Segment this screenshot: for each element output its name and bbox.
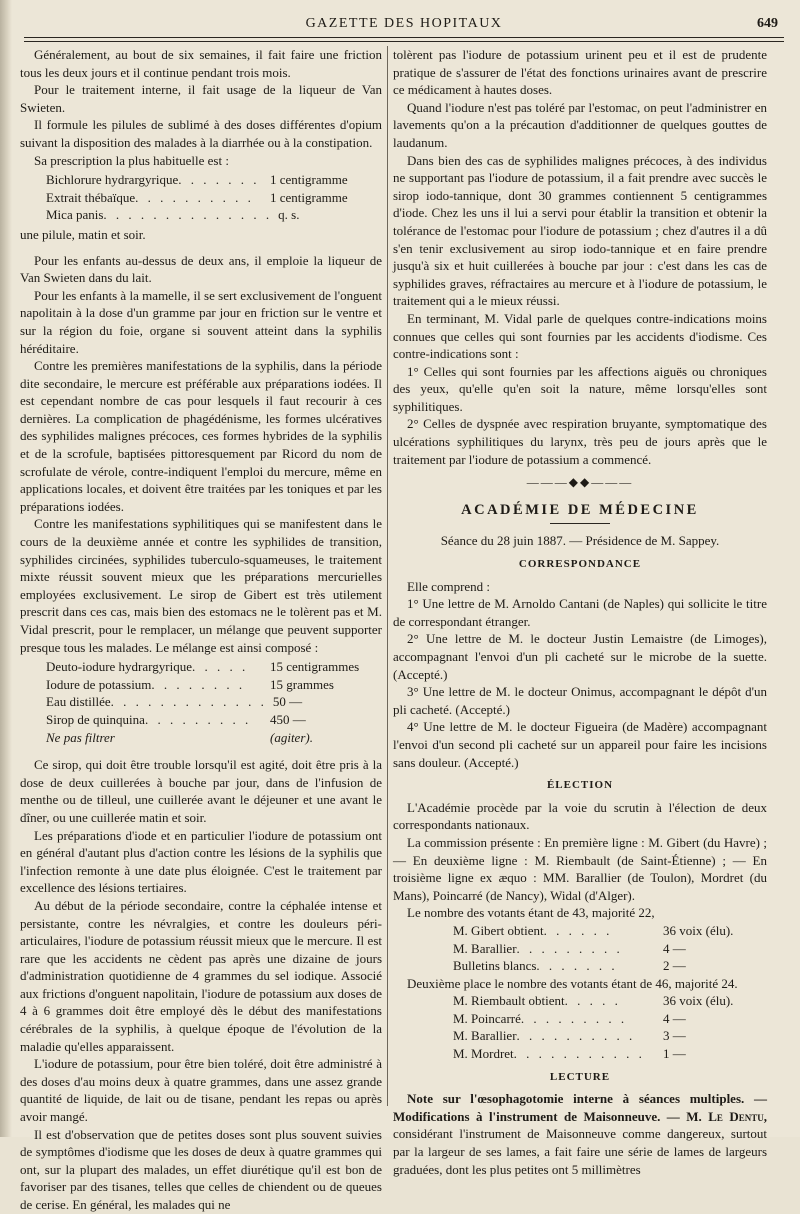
- formula-note: Ne pas filtrer: [46, 729, 115, 745]
- formula-row: [46, 676, 382, 694]
- lecture-text: considérant l'instrument de Maisonneuve comme dangereux, surtout par la largeur de ses lames, a fait faire une série de lames de largeurs graduées, dont les plus petites ont 5 millimètres: [393, 1126, 767, 1177]
- candidate: M. Mordret: [453, 1046, 514, 1062]
- prescription-formula: [46, 658, 382, 746]
- section-ornament: ———◆◆———: [526, 475, 634, 490]
- vote-row: [453, 1027, 767, 1045]
- journal-title: GAZETTE DES HOPITAUX: [305, 16, 503, 31]
- leader-dots: . . . . . . .: [178, 172, 260, 188]
- page-number: 649: [757, 16, 778, 31]
- vote-row: [453, 922, 767, 940]
- paragraph: L'iodure de potassium, pour être bien toléré, doit être administré à des doses d'au moins deux à quatre grammes, dans une assez grande quantité de liquide, de lait ou de tisane, pendant les repas ou après avoir mangé.: [20, 1056, 382, 1125]
- dose: 1 centigramme: [270, 189, 348, 205]
- candidate: M. Barallier: [453, 940, 517, 956]
- dose: 15 centigrammes: [270, 659, 360, 675]
- paragraph: La commission présente : En première ligne : M. Gibert (du Havre) ; — En deuxième ligne : M. Riembault (de Saint-Étienne) ; — En troisième ligne ex æquo : MM. Barallier (de Toulon), Mordret (du Mans), Poincarré (de Nancy), Widal (d'Alger).: [393, 834, 767, 903]
- vote-results: [453, 992, 767, 1062]
- paragraph: Quand l'iodure n'est pas toléré par l'estomac, on peut l'administrer en lavements qu'on a la précaution d'additionner de quelques gouttes de laudanum.: [393, 99, 767, 150]
- ingredient: Deuto-iodure hydrargyrique: [46, 659, 192, 675]
- left-column: [20, 46, 382, 1214]
- vote-row: [453, 940, 767, 958]
- paragraph: Il formule les pilules de sublimé à des doses différentes d'opium suivant la disposition des malades à la diarrhée ou à la constipation.: [20, 117, 382, 150]
- ingredient: Extrait thébaïque: [46, 189, 136, 205]
- candidate: M. Barallier: [453, 1028, 517, 1044]
- ingredient: Sirop de quinquina: [46, 711, 145, 727]
- paragraph: Contre les premières manifestations de la syphilis, dans la période dite secondaire, le mercure est préférable aux préparations iodées. Il est cependant nombre de cas pour lesquels il faut recourir à ces dernières. La complication de phagédénisme, les formes ulcératives des syphilides malignes précoces, ces formes hybrides de la syphilis et de la scrofule, baptisées pittoresquement par Ricord du nom de scrofulate de vérole, contre-indiquent l'emploi du mercure, même en applications locales, et doivent être traitées par les toniques et par les préparations iodées.: [20, 358, 382, 514]
- paragraph: En terminant, M. Vidal parle de quelques contre-indications moins connues que celles qui sont fournies par les accidents d'iodisme. Ces contre-indications sont :: [393, 310, 767, 362]
- ingredient: Eau distillée: [46, 694, 111, 710]
- right-column: [393, 46, 767, 1178]
- candidate: M. Gibert obtient: [453, 922, 544, 938]
- leader-dots: . . . . .: [564, 993, 621, 1009]
- leader-dots: . . . . . . .: [536, 958, 618, 974]
- paragraph: L'Académie procède par la voie du scrutin à l'élection de deux correspondants nationaux.: [393, 799, 767, 833]
- column-divider: [387, 46, 388, 1106]
- paragraph: Pour les enfants à la mamelle, il se sert exclusivement de l'onguent napolitain à la dose d'un gramme par jour en friction sur le ventre et sur la région du foie, organe si souvent atteint dans la syphilis héréditaire.: [20, 287, 382, 356]
- prescription-formula: [46, 171, 382, 224]
- leader-dots: . . . . . . . . . . .: [513, 1046, 645, 1062]
- candidate: M. Riembault obtient: [453, 993, 565, 1009]
- lecture-author: M. Le Dentu,: [686, 1108, 767, 1124]
- paragraph: 3° Une lettre de M. le docteur Onimus, accompagnant le dépôt d'un pli cacheté. (Accepté.): [393, 684, 767, 717]
- leader-dots: . . . . . . . . .: [516, 940, 623, 956]
- paragraph: [393, 1090, 767, 1178]
- page-header: [24, 12, 784, 40]
- paragraph: Sa prescription la plus habituelle est :: [34, 152, 229, 168]
- vote-count: 2 —: [663, 958, 686, 974]
- dose: q. s.: [278, 207, 300, 223]
- paragraph: 2° Celles de dyspnée avec respiration bruyante, symptomatique des ulcérations syphilitiques du larynx, très peu de jours après que le traitement par l'iodure de potassium a commencé.: [393, 416, 767, 467]
- subsection-heading: LECTURE: [549, 1070, 611, 1083]
- paragraph: tolèrent pas l'iodure de potassium urinent peu et il est de prudente pratique de s'assurer de l'état des fonctions urinaires avant de prescrire ce médicament à hautes doses.: [393, 47, 767, 98]
- vote-count: 36 voix (élu).: [663, 922, 734, 938]
- vote-count: 4 —: [663, 940, 686, 956]
- leader-dots: . . . . . . . . . . . . .: [110, 694, 267, 710]
- title-rule: [550, 523, 610, 524]
- paragraph: Pour le traitement interne, il fait usage de la liqueur de Van Swieten.: [20, 82, 382, 115]
- page-binding-edge: [0, 0, 12, 1137]
- dose: 50 —: [272, 694, 303, 710]
- paragraph: Il est d'observation que de petites doses sont plus souvent suivies de symptômes d'iodisme que les doses de deux à quatre grammes qui ont, sur la plupart des malades, un effet diurétique qu'il est bon de favoriser par des tisanes, telles que celles de chiendent ou de queues de cerise. En général, les malades qui ne: [20, 1126, 382, 1212]
- ingredient: Mica panis: [46, 207, 104, 223]
- paragraph: une pilule, matin et soir.: [20, 226, 146, 242]
- paragraph: 1° Une lettre de M. Arnoldo Cantani (de Naples) qui sollicite le titre de correspondant étranger.: [393, 596, 767, 629]
- formula-note: (agiter).: [270, 729, 313, 745]
- dose: 1 centigramme: [270, 172, 348, 188]
- dose: 450 —: [270, 711, 306, 727]
- paragraph: 2° Une lettre de M. le docteur Justin Lemaistre (de Limoges), accompagnant l'envoi d'un pli cacheté sur le microbe de la suette. (Accepté.): [393, 631, 767, 682]
- formula-note-row: [46, 729, 382, 747]
- formula-row: [46, 171, 382, 189]
- vote-row: [453, 1010, 767, 1028]
- ingredient: Iodure de potassium: [46, 676, 152, 692]
- session-line: Séance du 28 juin 1887. — Présidence de M. Sappey.: [440, 533, 720, 549]
- paragraph: 1° Celles qui sont fournies par les affections aiguës ou chroniques des yeux, qu'elle qu'en soit la nature, même lorsqu'elles sont syphilitiques.: [393, 363, 767, 414]
- subsection-heading: CORRESPONDANCE: [518, 558, 642, 571]
- paragraph: Généralement, au bout de six semaines, il fait faire une friction tous les deux jours et il continue pendant trois mois.: [20, 47, 382, 80]
- paragraph: Le nombre des votants étant de 43, majorité 22,: [407, 905, 655, 921]
- paragraph: Contre les manifestations syphilitiques qui se manifestent dans le cours de la deuxième année et contre les syphilides de transition, syphilides circinées, syphilides tuberculo-squameuses, le traitement mixte réussit souvent mieux que les préparations mercurielles employées exclusivement. Le sirop de Gibert est très utilement prescrit dans ces cas, mais bien des estomacs ne le tolèrent pas et M. Vidal prescrit, pour le remplacer, un mélange que peuvent supporter presque tous les malades. Le mélange est ainsi composé :: [20, 516, 382, 655]
- lecture-title: Note sur l'œsophagotomie interne à séances multiples. — Modifications à l'instrument de Maisonneuve. —: [393, 1091, 767, 1124]
- formula-row: [46, 693, 382, 711]
- leader-dots: . . . . . .: [543, 922, 613, 938]
- paragraph: Elle comprend :: [407, 578, 491, 594]
- candidate: M. Poincarré: [453, 1010, 521, 1026]
- paragraph: 4° Une lettre de M. le docteur Figueira (de Madère) accompagnant l'envoi d'un second pli cacheté sur un appareil pour faire les incisions sans douleur. (Accepté.): [393, 719, 767, 770]
- paragraph: Les préparations d'iode et en particulier l'iodure de potassium ont en général d'autant plus d'action contre les lésions de la syphilis que l'infection remonte à une date plus éloignée. C'est le traitement par excellence des lésions tertiaires.: [20, 827, 382, 896]
- dose: 15 grammes: [270, 676, 334, 692]
- paragraph: Pour les enfants au-dessus de deux ans, il emploie la liqueur de Van Swieten dans du lait.: [20, 252, 382, 286]
- paragraph: Au début de la période secondaire, contre la céphalée intense et persistante, contre les névralgies, et contre les douleurs péri-articulaires, l'iodure de potassium réussit mieux que le mercure. Il est rare que les accidents ne cèdent pas après une dizaine de jours d'administration quotidienne de 4 grammes du sel iodique. Associé aux frictions d'onguent napolitain, l'iodure de potassium aux doses de 4 à 6 grammes doit être employé dès le début des manifestations cérébrales de la syphilis, à quelque époque de l'évolution de la maladie qu'elles apparaissent.: [20, 897, 382, 1054]
- formula-row: [46, 189, 382, 207]
- paragraph: Deuxième place le nombre des votants étant de 46, majorité 24.: [407, 975, 738, 991]
- leader-dots: . . . . . . . .: [151, 676, 246, 692]
- leader-dots: . . . . . . . . . .: [135, 189, 254, 205]
- ingredient: Bichlorure hydrargyrique: [46, 172, 179, 188]
- leader-dots: . . . . . . . . . .: [516, 1028, 636, 1044]
- section-title: ACADÉMIE DE MÉDECINE: [461, 501, 699, 518]
- header-rule: [24, 37, 784, 42]
- paragraph: Dans bien des cas de syphilides malignes précoces, à des individus ne supportant pas l'iodure de potassium, il a fait prendre avec succès le sirop iodo-tannique, dont 30 grammes contiennent 5 centigrammes d'iode. Chez les uns il lui a servi pour établir la transition et obtenir la tolérance de l'estomac pour l'iodure de potassium ; chez d'autres il a dû s'en tenir exclusivement au sirop iodo-tannique et en faire prendre jusqu'à six et huit cuillerées à bouche par jour : c'est dans les cas de syphilides graves, réfractaires au mercure et à l'iodure de potassium, le traitement qui a le mieux réussi.: [393, 152, 767, 309]
- formula-row: [46, 711, 382, 729]
- vote-count: 4 —: [663, 1010, 686, 1026]
- vote-count: 36 voix (élu).: [663, 993, 734, 1009]
- subsection-heading: ÉLECTION: [546, 779, 614, 792]
- vote-results: [453, 922, 767, 975]
- vote-count: 1 —: [663, 1046, 686, 1062]
- leader-dots: . . . . . . . . .: [144, 711, 252, 727]
- leader-dots: . . . . . . . . .: [520, 1010, 628, 1026]
- formula-row: [46, 658, 382, 676]
- vote-row: [453, 957, 767, 975]
- vote-row: [453, 992, 767, 1010]
- formula-row: [46, 206, 382, 224]
- leader-dots: . . . . . . . . . . . . . .: [103, 207, 273, 223]
- vote-row: [453, 1045, 767, 1063]
- candidate: Bulletins blancs: [453, 958, 537, 974]
- paragraph: Ce sirop, qui doit être trouble lorsqu'il est agité, doit être pris à la dose de deux cuillerées à bouche par jour, dans de l'infusion de menthe ou de tilleul, une cuillerée avant le déjeuner et une avant le dîner, ou une cuillerée matin et soir.: [20, 757, 382, 825]
- leader-dots: . . . . .: [191, 659, 249, 675]
- vote-count: 3 —: [663, 1028, 686, 1044]
